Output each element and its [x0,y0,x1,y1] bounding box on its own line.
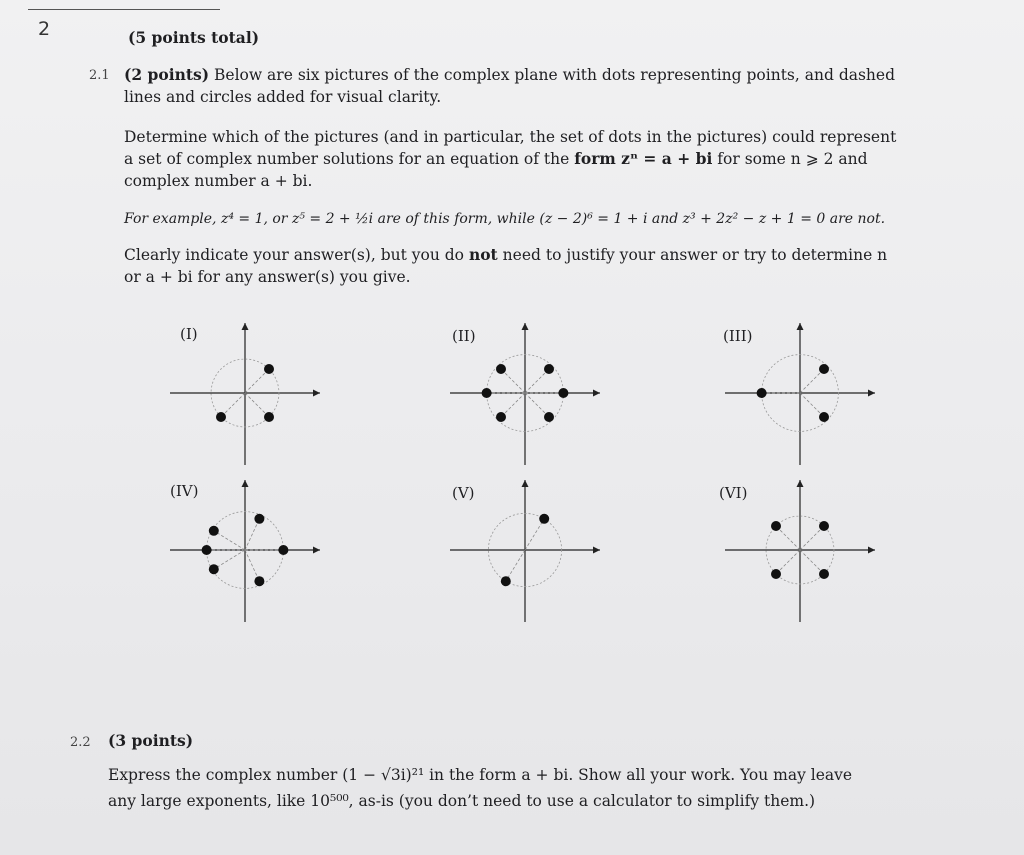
complex-plane-3 [715,315,885,465]
complex-plane-4 [160,472,330,622]
real-axis-arrow [868,547,875,554]
dashed-ray [800,393,824,417]
solution-dot [254,514,264,524]
solution-dot [757,388,767,398]
solution-dot [202,545,212,555]
imaginary-axis-arrow [522,323,529,330]
imaginary-axis-arrow [242,323,249,330]
dashed-ray [245,550,259,581]
solution-dot [264,364,274,374]
picture-6 [715,472,885,622]
part-2-1-example: For example, z⁴ = 1, or z⁵ = 2 + ½i are of this form, while (z − 2)⁶ = 1 + i and z³ + 2z² − z + 1 = 0 are not. [124,211,886,227]
part-2-1-intro-cont: lines and circles added for visual clarity. [124,88,442,106]
part-2-1-number: 2.1 [89,68,110,83]
solution-dot [544,412,554,422]
dashed-ray [506,550,525,581]
imaginary-axis-arrow [797,323,804,330]
solution-dot [771,569,781,579]
picture-1 [160,315,330,465]
picture-5-label: (V) [452,484,475,502]
solution-dot [496,364,506,374]
part-2-1-instructions-line3: complex number a + bi. [124,172,313,190]
dashed-ray [800,550,824,574]
part-2-1-answer-instructions-line2: or a + bi for any answer(s) you give. [124,268,411,286]
picture-1-label: (I) [180,325,198,343]
part-2-1-intro: (2 points) Below are six pictures of the complex plane with dots representing points, and dashed [124,65,896,84]
picture-3 [715,315,885,465]
part-2-1-instructions-line2: a set of complex number solutions for an equation of the form zⁿ = a + bi for some n ⩾ 2 and [124,149,868,168]
dashed-ray [776,550,800,574]
solution-dot [264,412,274,422]
dashed-ray [214,531,245,550]
top-rule [28,9,220,10]
dashed-ray [501,393,525,417]
real-axis-arrow [868,390,875,397]
solution-dot [558,388,568,398]
picture-3-label: (III) [723,327,753,345]
real-axis-arrow [313,547,320,554]
dashed-ray [214,550,245,569]
solution-dot [539,514,549,524]
solution-dot [209,526,219,536]
solution-dot [209,564,219,574]
solution-dot [771,521,781,531]
part-2-1-instructions: Determine which of the pictures (and in particular, the set of dots in the pictures) could represent [124,128,897,146]
solution-dot [216,412,226,422]
problem-header: (5 points total) [128,28,260,47]
dashed-ray [245,393,269,417]
picture-4-label: (IV) [170,482,199,500]
part-2-2-points: (3 points) [108,731,194,750]
solution-dot [278,545,288,555]
real-axis-arrow [593,547,600,554]
dashed-ray [525,393,549,417]
picture-6-label: (VI) [719,484,748,502]
part-2-2-prompt: Express the complex number (1 − √3i)²¹ in the form a + bi. Show all your work. You may leave [108,766,853,784]
imaginary-axis-arrow [797,480,804,487]
imaginary-axis-arrow [522,480,529,487]
imaginary-axis-arrow [242,480,249,487]
problem-number: 2 [38,18,51,40]
solution-dot [819,412,829,422]
solution-dot [501,576,511,586]
complex-plane-2 [440,315,610,465]
solution-dot [544,364,554,374]
solution-dot [496,412,506,422]
dashed-ray [525,519,544,550]
complex-plane-5 [440,472,610,622]
dashed-ray [221,393,245,417]
part-2-2-number: 2.2 [70,735,91,750]
dashed-ray [525,369,549,393]
solution-dot [819,569,829,579]
dashed-ray [776,526,800,550]
picture-5 [440,472,610,622]
real-axis-arrow [593,390,600,397]
part-2-2-prompt-line2: any large exponents, like 10⁵⁰⁰, as-is (you don’t need to use a calculator to simplify them.) [108,792,816,810]
picture-2-label: (II) [452,327,476,345]
complex-plane-1 [160,315,330,465]
solution-dot [819,521,829,531]
part-2-1-answer-instructions: Clearly indicate your answer(s), but you do not need to justify your answer or try to determine n [124,245,888,264]
solution-dot [819,364,829,374]
real-axis-arrow [313,390,320,397]
solution-dot [482,388,492,398]
picture-2 [440,315,610,465]
picture-4 [160,472,330,622]
complex-plane-6 [715,472,885,622]
solution-dot [254,576,264,586]
dashed-ray [800,369,824,393]
dashed-ray [245,519,259,550]
dashed-ray [800,526,824,550]
dashed-ray [501,369,525,393]
dashed-ray [245,369,269,393]
